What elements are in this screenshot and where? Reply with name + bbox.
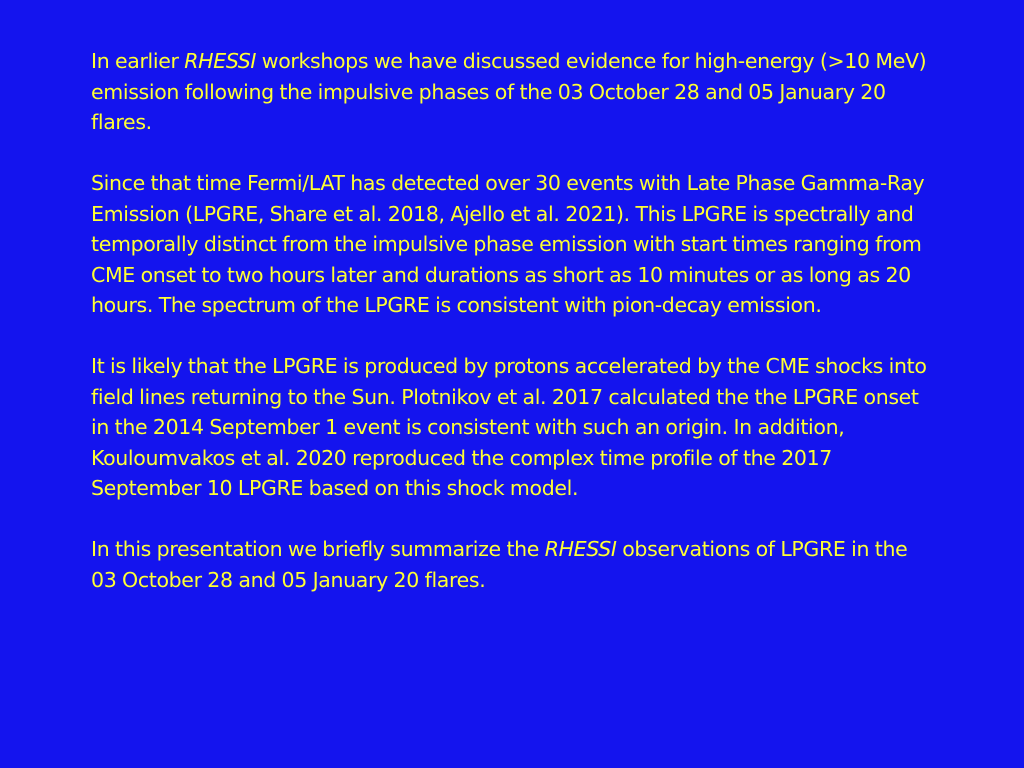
summary-text-1: In this presentation we briefly summarize the	[91, 537, 545, 561]
summary-text-2: observations of LPGRE in the 03 October 28 and 05 January 20 flares.	[91, 537, 908, 592]
intro-text-2: workshops we have discussed evidence for high-energy (>10 MeV) emission following the impulsive phases of the 03 October 28 and 05 January 20 flares.	[91, 49, 927, 134]
rhessi-italic: RHESSI	[544, 537, 617, 561]
fermi-lat-text: Since that time Fermi/LAT has detected over 30 events with Late Phase Gamma-Ray Emission (LPGRE, Share et al. 2018, Ajello et al. 2021). This LPGRE is spectrally and temporally distinct from the impulsive phase emission with start times ranging from CME onset to two hours later and durations as short as 10 minutes or as long as 20 hours. The spectrum of the LPGRE is consistent with pion-decay emission.	[91, 171, 925, 317]
paragraph-intro	[91, 46, 934, 138]
paragraph-fermi-lat	[91, 168, 934, 321]
rhessi-italic: RHESSI	[184, 49, 257, 73]
intro-text-1: In earlier	[91, 49, 185, 73]
cme-shocks-text: It is likely that the LPGRE is produced by protons accelerated by the CME shocks into field lines returning to the Sun. Plotnikov et al. 2017 calculated the the LPGRE onset in the 2014 September 1 event is consistent with such an origin. In addition, Kouloumvakos et al. 2020 reproduced the complex time profile of the 2017 September 10 LPGRE based on this shock model.	[91, 354, 927, 500]
paragraph-cme-shocks	[91, 351, 934, 504]
paragraph-summary	[91, 534, 934, 595]
